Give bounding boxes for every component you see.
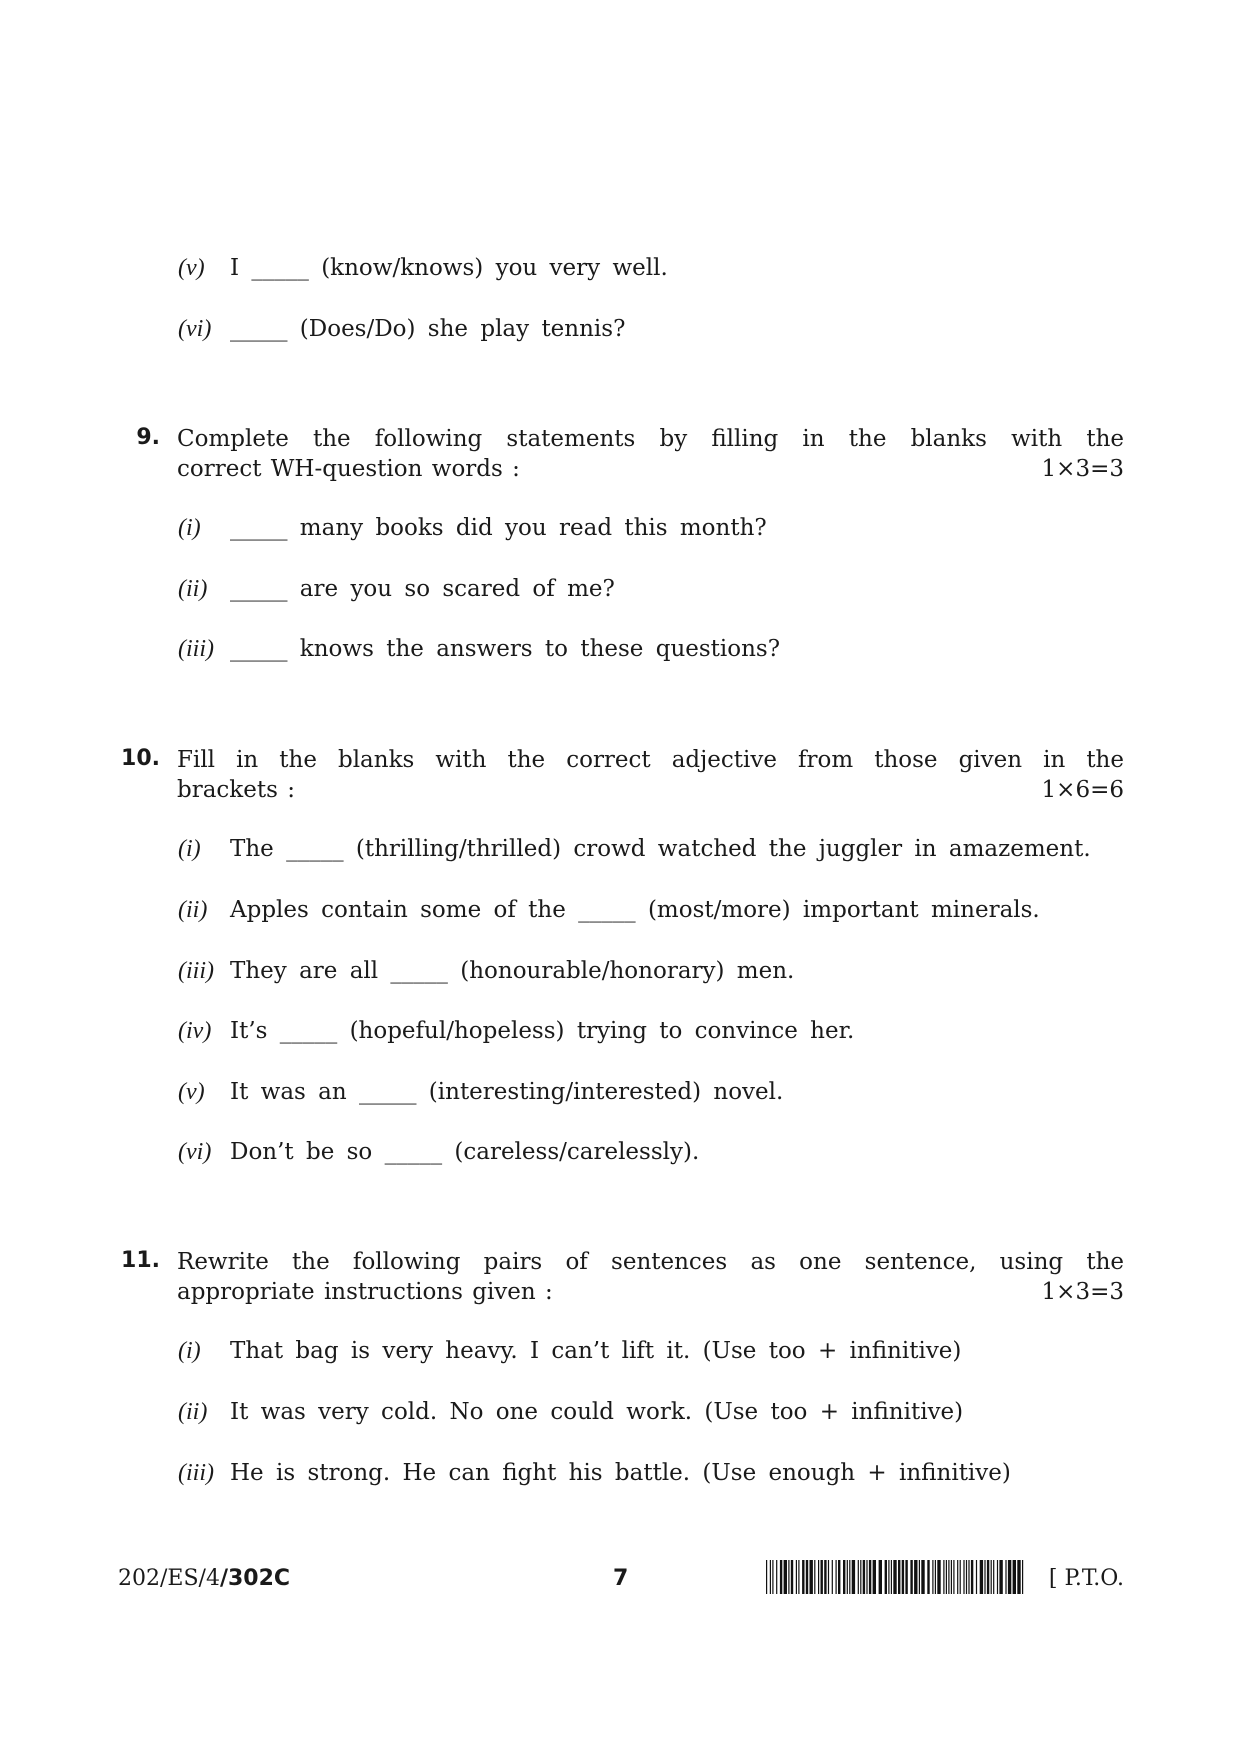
item-text: That bag is very heavy. I can’t lift it. (Use too + infinitive) xyxy=(230,1338,962,1364)
item-number: (vi) xyxy=(178,1139,212,1165)
list-item xyxy=(178,515,767,542)
list-item xyxy=(178,1139,699,1166)
question-line-2 xyxy=(177,775,1124,805)
pto-label: [ P.T.O. xyxy=(1048,1566,1124,1591)
question-number: 9. xyxy=(136,425,160,450)
question-line-2 xyxy=(177,1277,1124,1307)
item-number: (vi) xyxy=(178,316,212,342)
item-text: Don’t be so _____ (careless/carelessly). xyxy=(230,1139,700,1165)
item-number: (i) xyxy=(178,515,201,541)
question-line-1: Fill in the blanks with the correct adjective from those given in the xyxy=(177,747,1124,773)
list-item xyxy=(178,1460,1011,1487)
list-item xyxy=(178,255,668,282)
question-text xyxy=(177,745,1124,805)
list-item xyxy=(178,836,1091,863)
question-text xyxy=(177,424,1124,484)
question-line-2-text: correct WH-question words : xyxy=(177,456,520,482)
question-line-2 xyxy=(177,454,1124,484)
item-text: _____ many books did you read this month? xyxy=(230,515,767,541)
question-text xyxy=(177,1247,1124,1307)
marks-label: 1×3=3 xyxy=(1041,456,1124,482)
item-text: _____ (Does/Do) she play tennis? xyxy=(230,316,626,342)
list-item xyxy=(178,958,794,985)
barcode-icon xyxy=(766,1560,1024,1594)
page-number: 7 xyxy=(613,1566,629,1591)
item-number: (iii) xyxy=(178,958,214,984)
item-number: (ii) xyxy=(178,1399,208,1425)
paper-code-prefix: 202/ES/4 xyxy=(118,1566,220,1591)
item-text: _____ are you so scared of me? xyxy=(230,576,615,602)
paper-code-suffix: /302C xyxy=(219,1566,291,1591)
question-line-1: Complete the following statements by filling in the blanks with the xyxy=(177,426,1124,452)
list-item xyxy=(178,636,780,663)
paper-code xyxy=(118,1566,290,1591)
item-text: I _____ (know/knows) you very well. xyxy=(230,255,668,281)
item-number: (iii) xyxy=(178,1460,214,1486)
marks-label: 1×6=6 xyxy=(1041,777,1124,803)
list-item xyxy=(178,1079,783,1106)
item-text: They are all _____ (honourable/honorary) men. xyxy=(230,958,795,984)
list-item xyxy=(178,1338,961,1365)
item-number: (v) xyxy=(178,1079,205,1105)
item-text: He is strong. He can fight his battle. (Use enough + infinitive) xyxy=(230,1460,1011,1486)
item-number: (iii) xyxy=(178,636,214,662)
list-item xyxy=(178,1399,963,1426)
marks-label: 1×3=3 xyxy=(1041,1279,1124,1305)
item-text: It was an _____ (interesting/interested) novel. xyxy=(230,1079,784,1105)
item-number: (v) xyxy=(178,255,205,281)
question-line-2-text: appropriate instructions given : xyxy=(177,1279,553,1305)
item-text: It was very cold. No one could work. (Use too + infinitive) xyxy=(230,1399,964,1425)
list-item xyxy=(178,316,625,343)
item-text: _____ knows the answers to these questions? xyxy=(230,636,781,662)
item-number: (i) xyxy=(178,1338,201,1364)
question-line-1: Rewrite the following pairs of sentences as one sentence, using the xyxy=(177,1249,1124,1275)
page-footer xyxy=(118,1560,1124,1600)
question-number: 10. xyxy=(121,746,160,771)
item-number: (ii) xyxy=(178,576,208,602)
item-text: The _____ (thrilling/thrilled) crowd watched the juggler in amazement. xyxy=(230,836,1091,862)
question-number: 11. xyxy=(121,1248,160,1273)
item-text: Apples contain some of the _____ (most/more) important minerals. xyxy=(230,897,1040,923)
question-line-2-text: brackets : xyxy=(177,777,295,803)
item-number: (i) xyxy=(178,836,201,862)
item-text: It’s _____ (hopeful/hopeless) trying to convince her. xyxy=(230,1018,855,1044)
item-number: (iv) xyxy=(178,1018,212,1044)
list-item xyxy=(178,1018,854,1045)
item-number: (ii) xyxy=(178,897,208,923)
list-item xyxy=(178,576,615,603)
list-item xyxy=(178,897,1040,924)
